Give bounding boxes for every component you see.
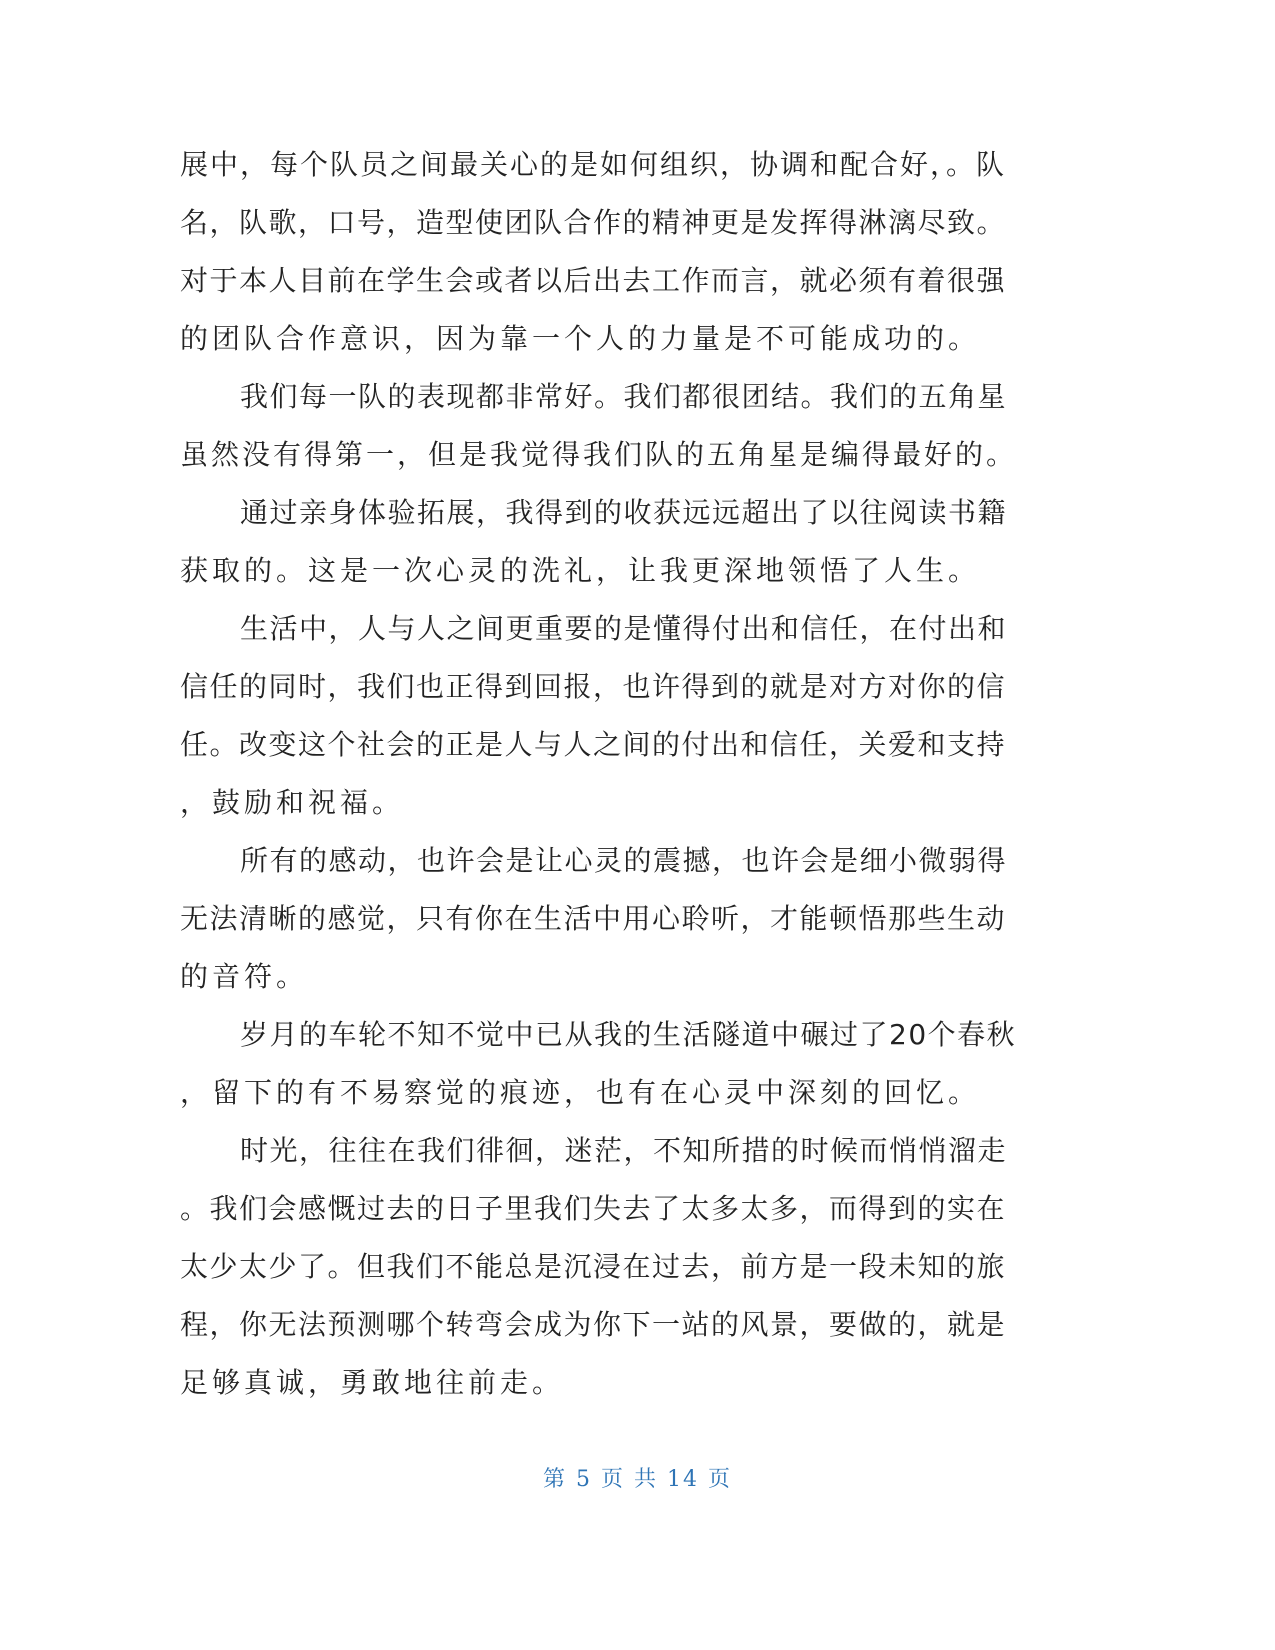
footer-current-page: 5 xyxy=(576,1467,592,1492)
text-line: 获取的。这是一次心灵的洗礼，让我更深地领悟了人生。 xyxy=(180,554,981,587)
text-line: 的音符。 xyxy=(180,960,309,993)
text-line: 生活中，人与人之间更重要的是懂得付出和信任，在付出和 xyxy=(240,612,1008,645)
text-line: 展中，每个队员之间最关心的是如何组织，协调和配合好，。队 xyxy=(180,148,1007,181)
page-footer xyxy=(0,1462,1275,1493)
text-line: 程，你无法预测哪个转弯会成为你下一站的风景，要做的，就是 xyxy=(180,1308,1007,1341)
text-line: 信任的同时，我们也正得到回报，也许得到的就是对方对你的信 xyxy=(180,670,1007,703)
text-line: 通过亲身体验拓展，我得到的收获远远超出了以往阅读书籍 xyxy=(240,496,1008,529)
text-line: 岁月的车轮不知不觉中已从我的生活隧道中碾过了20个春秋 xyxy=(240,1018,1017,1051)
footer-mid: 页 共 xyxy=(601,1467,658,1492)
footer-total-pages: 14 xyxy=(667,1467,699,1492)
text-line: 太少太少了。但我们不能总是沉浸在过去，前方是一段未知的旅 xyxy=(180,1250,1007,1283)
footer-prefix: 第 xyxy=(542,1467,567,1492)
text-line: 名，队歌，口号，造型使团队合作的精神更是发挥得淋漓尽致。 xyxy=(180,206,1007,239)
text-line: 我们每一队的表现都非常好。我们都很团结。我们的五角星 xyxy=(240,380,1008,413)
text-line: 。我们会感慨过去的日子里我们失去了太多太多，而得到的实在 xyxy=(180,1192,1007,1225)
text-line: 时光，往往在我们徘徊，迷茫，不知所措的时候而悄悄溜走 xyxy=(240,1134,1008,1167)
text-line: ，鼓励和祝福。 xyxy=(180,786,405,819)
text-line: 的团队合作意识，因为靠一个人的力量是不可能成功的。 xyxy=(180,322,981,355)
document-body xyxy=(180,136,1016,1412)
footer-suffix: 页 xyxy=(708,1467,733,1492)
text-line: 任。改变这个社会的正是人与人之间的付出和信任，关爱和支持 xyxy=(180,728,1007,761)
text-line: 虽然没有得第一，但是我觉得我们队的五角星是编得最好的。 xyxy=(180,438,1018,471)
text-line: 对于本人目前在学生会或者以后出去工作而言，就必须有着很强 xyxy=(180,264,1007,297)
text-line: 无法清晰的感觉，只有你在生活中用心聆听，才能顿悟那些生动 xyxy=(180,902,1007,935)
text-line: 足够真诚，勇敢地往前走。 xyxy=(180,1366,565,1399)
text-line: ，留下的有不易察觉的痕迹，也有在心灵中深刻的回忆。 xyxy=(180,1076,981,1109)
text-line: 所有的感动，也许会是让心灵的震撼，也许会是细小微弱得 xyxy=(240,844,1008,877)
